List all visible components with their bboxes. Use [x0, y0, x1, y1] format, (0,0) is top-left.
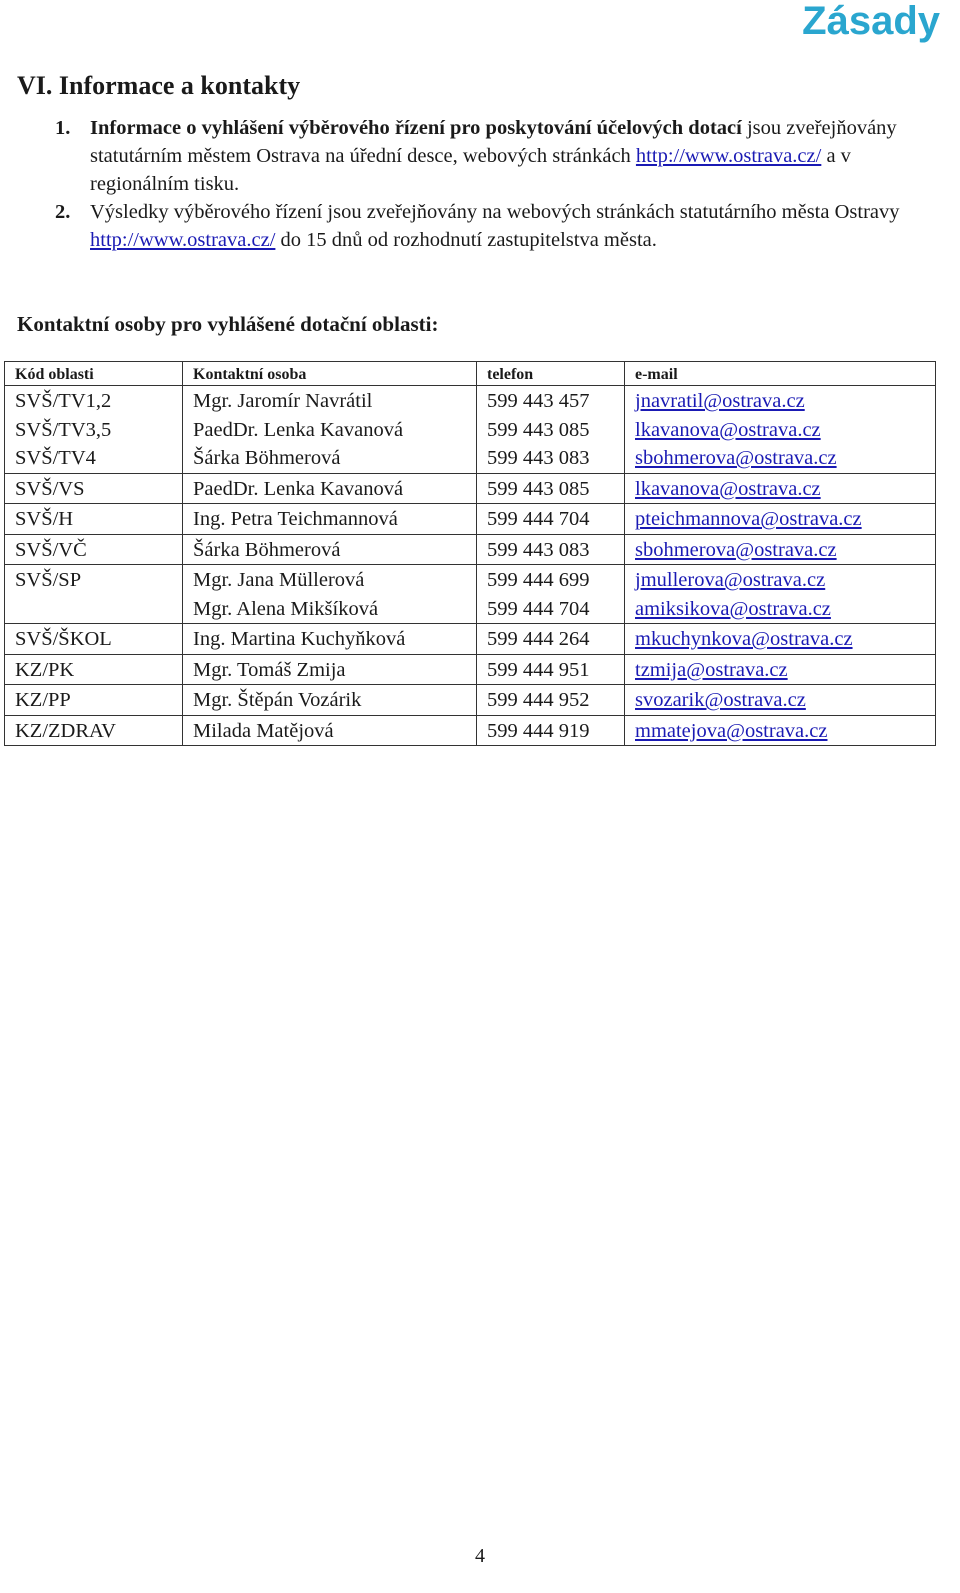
phone-number: 599 444 264: [487, 628, 590, 650]
contact-person: Ing. Martina Kuchyňková: [193, 628, 406, 650]
area-code-cell: [5, 473, 183, 504]
contact-person: Mgr. Jana Müllerová: [193, 569, 365, 591]
contact-person: Mgr. Štěpán Vozárik: [193, 689, 362, 711]
phone-number: 599 443 083: [487, 538, 590, 561]
list-item-number: 2.: [55, 201, 71, 223]
table-row: [5, 504, 936, 535]
contact-person: Šárka Böhmerová: [193, 538, 341, 561]
phone-number: 599 443 085: [487, 477, 590, 500]
contacts-table: [4, 361, 936, 746]
contact-person: Milada Matějová: [193, 719, 334, 742]
page-number: 4: [475, 1545, 485, 1567]
phone-number-cell: [477, 654, 625, 685]
phone-number: 599 444 919: [487, 719, 590, 742]
table-row: [5, 715, 936, 746]
phone-number-cell: [477, 685, 625, 716]
email-link-cell: [625, 654, 936, 685]
area-code-cell: [5, 565, 183, 624]
phone-number-cell: [477, 624, 625, 655]
brand-title: Zásady: [802, 0, 940, 43]
contact-person-cell: [183, 715, 477, 746]
header-code: Kód oblasti: [5, 362, 183, 386]
email-link-cell: [625, 624, 936, 655]
email-link-cell: [625, 386, 936, 474]
area-code: KZ/ZDRAV: [15, 719, 116, 742]
table-row: [5, 685, 936, 716]
table-row: [5, 624, 936, 655]
list-item-bold-text: Informace o vyhlášení výběrového řízení pro poskytování účelových dotací: [90, 117, 742, 139]
phone-number-cell: [477, 534, 625, 565]
contacts-table-body: [5, 386, 936, 746]
contact-person: PaedDr. Lenka Kavanová: [193, 418, 404, 441]
phone-number: 599 444 699: [487, 569, 590, 591]
email-link-cell: [625, 715, 936, 746]
header-email: e-mail: [625, 362, 936, 386]
contact-person: Šárka Böhmerová: [193, 447, 341, 469]
table-row: [5, 386, 936, 474]
email-link-cell: [625, 534, 936, 565]
area-code: SVŠ/ŠKOL: [15, 628, 112, 650]
phone-number-cell: [477, 715, 625, 746]
list-item-1: [55, 114, 940, 198]
email-link[interactable]: tzmija@ostrava.cz: [635, 658, 788, 681]
phone-number: 599 443 083: [487, 447, 590, 469]
contact-person: Mgr. Jaromír Navrátil: [193, 390, 373, 412]
email-link[interactable]: svozarik@ostrava.cz: [635, 689, 806, 711]
email-link[interactable]: sbohmerova@ostrava.cz: [635, 538, 837, 561]
area-code: SVŠ/VS: [15, 477, 85, 500]
contact-person-cell: [183, 473, 477, 504]
phone-number: 599 444 952: [487, 689, 590, 711]
area-code-cell: [5, 685, 183, 716]
contact-person-cell: [183, 624, 477, 655]
area-code: SVŠ/VČ: [15, 538, 87, 561]
website-link[interactable]: http://www.ostrava.cz/: [635, 145, 822, 167]
website-link[interactable]: http://www.ostrava.cz/: [90, 229, 276, 251]
area-code: SVŠ/H: [15, 508, 74, 530]
contact-person-cell: [183, 504, 477, 535]
contact-person-cell: [183, 386, 477, 474]
table-row: [5, 534, 936, 565]
area-code-cell: [5, 624, 183, 655]
area-code-cell: [5, 654, 183, 685]
phone-number: 599 444 704: [487, 508, 590, 530]
area-code: KZ/PK: [15, 658, 75, 681]
email-link[interactable]: lkavanova@ostrava.cz: [635, 418, 821, 441]
list-item-text: Výsledky výběrového řízení jsou zveřejňovány na webových stránkách statutárního města Ostravy: [90, 201, 900, 223]
phone-number: 599 443 085: [487, 418, 590, 441]
contacts-heading: Kontaktní osoby pro vyhlášené dotační oblasti:: [17, 312, 439, 336]
phone-number-cell: [477, 473, 625, 504]
list-item-2: [55, 198, 940, 254]
table-row: [5, 473, 936, 504]
contact-person: PaedDr. Lenka Kavanová: [193, 477, 404, 500]
email-link-cell: [625, 473, 936, 504]
contact-person-cell: [183, 654, 477, 685]
area-code: SVŠ/SP: [15, 569, 82, 591]
phone-number-cell: [477, 565, 625, 624]
email-link[interactable]: lkavanova@ostrava.cz: [635, 477, 821, 500]
area-code-cell: [5, 715, 183, 746]
email-link-cell: [625, 565, 936, 624]
area-code-cell: [5, 386, 183, 474]
contact-person: Mgr. Alena Mikšíková: [193, 597, 379, 620]
email-link[interactable]: mkuchynkova@ostrava.cz: [635, 628, 853, 650]
table-row: [5, 654, 936, 685]
area-code: KZ/PP: [15, 689, 71, 711]
header-person: Kontaktní osoba: [183, 362, 477, 386]
email-link[interactable]: pteichmannova@ostrava.cz: [635, 508, 862, 530]
list-item-text-end: a v regionálním tisku.: [90, 145, 851, 195]
contact-person: Ing. Petra Teichmannová: [193, 508, 398, 530]
section-title: VI. Informace a kontakty: [17, 71, 301, 100]
area-code: SVŠ/TV4: [15, 447, 96, 469]
list-item-number: 1.: [55, 117, 71, 139]
email-link[interactable]: mmatejova@ostrava.cz: [635, 719, 828, 742]
phone-number-cell: [477, 386, 625, 474]
phone-number: 599 444 704: [487, 597, 590, 620]
contact-person-cell: [183, 565, 477, 624]
phone-number: 599 443 457: [487, 390, 590, 412]
header-phone: telefon: [477, 362, 625, 386]
contact-person: Mgr. Tomáš Zmija: [193, 658, 346, 681]
email-link-cell: [625, 504, 936, 535]
list-item-text: jsou zveřejňovány statutárním městem Ostrava na úřední desce, webových stránkách: [90, 117, 897, 167]
table-header-row: [5, 362, 936, 386]
area-code-cell: [5, 534, 183, 565]
email-link[interactable]: amiksikova@ostrava.cz: [635, 597, 831, 620]
area-code: SVŠ/TV3,5: [15, 418, 112, 441]
list-item-text-end: do 15 dnů od rozhodnutí zastupitelstva města.: [275, 229, 657, 251]
email-link[interactable]: jmullerova@ostrava.cz: [635, 569, 826, 591]
email-link-cell: [625, 685, 936, 716]
table-row: [5, 565, 936, 624]
phone-number-cell: [477, 504, 625, 535]
email-link[interactable]: jnavratil@ostrava.cz: [635, 390, 805, 412]
email-link[interactable]: sbohmerova@ostrava.cz: [635, 447, 837, 469]
contact-person-cell: [183, 534, 477, 565]
info-list: [55, 114, 940, 254]
area-code: SVŠ/TV1,2: [15, 390, 112, 412]
phone-number: 599 444 951: [487, 658, 590, 681]
contact-person-cell: [183, 685, 477, 716]
area-code-cell: [5, 504, 183, 535]
